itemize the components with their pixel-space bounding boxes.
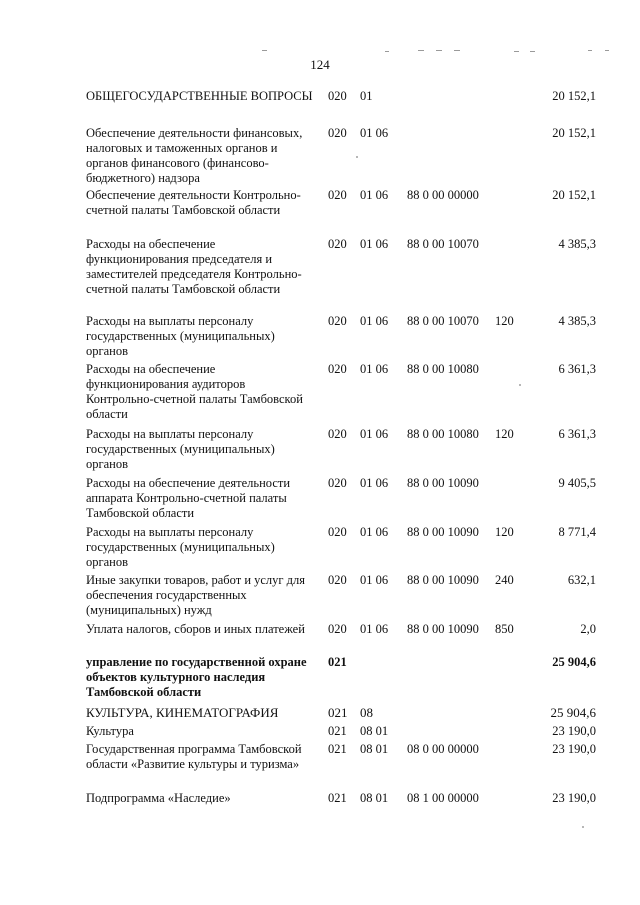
row-sum: 25 904,6 (552, 655, 596, 669)
row-rzpr: 08 (360, 705, 373, 720)
row-sum: 9 405,5 (558, 476, 596, 490)
row-rzpr: 08 01 (360, 742, 389, 756)
row-rzpr: 01 06 (360, 427, 389, 441)
row-name: КУЛЬТУРА, КИНЕМАТОГРАФИЯ (86, 705, 279, 720)
row-sum: 632,1 (567, 573, 596, 587)
row-sum: 23 190,0 (552, 742, 596, 756)
row-rzpr: 01 06 (360, 476, 389, 490)
row-ved: 020 (328, 237, 347, 251)
row-csr: 08 1 00 00000 (407, 791, 479, 805)
row-sum: 6 361,3 (558, 362, 596, 376)
row-sum: 8 771,4 (558, 525, 596, 539)
row-sum: 4 385,3 (558, 314, 596, 328)
row-rzpr: 01 06 (360, 362, 389, 376)
row-rzpr: 01 06 (360, 237, 389, 251)
row-name: Расходы на выплаты персоналу государственных (муниципальных) органов (86, 314, 275, 358)
row-ved: 021 (328, 655, 347, 669)
row-csr: 88 0 00 10070 (407, 314, 479, 328)
row-rzpr: 01 06 (360, 188, 389, 202)
row-sum: 23 190,0 (552, 724, 596, 738)
row-ved: 020 (328, 362, 347, 376)
row-rzpr: 08 01 (360, 791, 389, 805)
row-rzpr: 01 06 (360, 314, 389, 328)
row-ved: 020 (328, 476, 347, 490)
row-rzpr: 01 (360, 89, 373, 103)
row-name: Расходы на обеспечение функционирования аудиторов Контрольно-счетной палаты Тамбовской области (86, 362, 303, 421)
row-name: Расходы на выплаты персоналу государственных (муниципальных) органов (86, 427, 275, 471)
row-name: Подпрограмма «Наследие» (86, 791, 231, 805)
row-name: Обеспечение деятельности финансовых, налоговых и таможенных органов и органов финансового (финансово-бюджетного) надзора (86, 126, 303, 185)
row-sum: 2,0 (580, 622, 596, 636)
row-vr: 120 (495, 314, 514, 328)
page-number: 124 (310, 57, 330, 72)
row-csr: 88 0 00 10090 (407, 476, 479, 490)
row-ved: 020 (328, 525, 347, 539)
row-name: Уплата налогов, сборов и иных платежей (86, 622, 305, 636)
row-rzpr: 01 06 (360, 525, 389, 539)
row-ved: 021 (328, 791, 347, 805)
row-sum: 20 152,1 (552, 126, 596, 140)
row-sum: 20 152,1 (552, 89, 596, 103)
row-csr: 88 0 00 10090 (407, 525, 479, 539)
row-name: Расходы на выплаты персоналу государственных (муниципальных) органов (86, 525, 275, 569)
row-csr: 88 0 00 00000 (407, 188, 479, 202)
row-name: Обеспечение деятельности Контрольно-счетной палаты Тамбовской области (86, 188, 301, 217)
row-name: Расходы на обеспечение функционирования председателя и заместителей председателя Контрольно-счетной палаты Тамбовской области (86, 237, 302, 296)
row-name: ОБЩЕГОСУДАРСТВЕННЫЕ ВОПРОСЫ (86, 89, 313, 103)
row-csr: 88 0 00 10090 (407, 573, 479, 587)
row-ved: 020 (328, 427, 347, 441)
row-sum: 20 152,1 (552, 188, 596, 202)
row-sum: 23 190,0 (552, 791, 596, 805)
row-ved: 020 (328, 89, 347, 103)
row-name: Культура (86, 724, 134, 738)
row-rzpr: 01 06 (360, 622, 389, 636)
row-sum: 6 361,3 (558, 427, 596, 441)
row-ved: 021 (328, 705, 348, 720)
row-vr: 120 (495, 525, 514, 539)
row-name: Иные закупки товаров, работ и услуг для обеспечения государственных (муниципальных) нужд (86, 573, 306, 617)
row-ved: 020 (328, 188, 347, 202)
row-vr: 240 (495, 573, 514, 587)
row-rzpr: 08 01 (360, 724, 389, 738)
row-csr: 88 0 00 10090 (407, 622, 479, 636)
row-name: управление по государственной охране объектов культурного наследия Тамбовской области (86, 655, 307, 699)
row-ved: 020 (328, 622, 347, 636)
row-rzpr: 01 06 (360, 573, 389, 587)
row-name: Государственная программа Тамбовской области «Развитие культуры и туризма» (86, 742, 302, 771)
row-ved: 021 (328, 724, 347, 738)
row-vr: 850 (495, 622, 514, 636)
row-csr: 88 0 00 10080 (407, 362, 479, 376)
row-ved: 020 (328, 573, 347, 587)
row-csr: 88 0 00 10080 (407, 427, 479, 441)
row-csr: 88 0 00 10070 (407, 237, 479, 251)
row-ved: 021 (328, 742, 347, 756)
row-ved: 020 (328, 314, 347, 328)
row-ved: 020 (328, 126, 347, 140)
row-sum: 4 385,3 (558, 237, 596, 251)
row-sum: 25 904,6 (550, 705, 596, 720)
row-rzpr: 01 06 (360, 126, 389, 140)
row-csr: 08 0 00 00000 (407, 742, 479, 756)
row-name: Расходы на обеспечение деятельности аппарата Контрольно-счетной палаты Тамбовской области (86, 476, 291, 520)
row-vr: 120 (495, 427, 514, 441)
